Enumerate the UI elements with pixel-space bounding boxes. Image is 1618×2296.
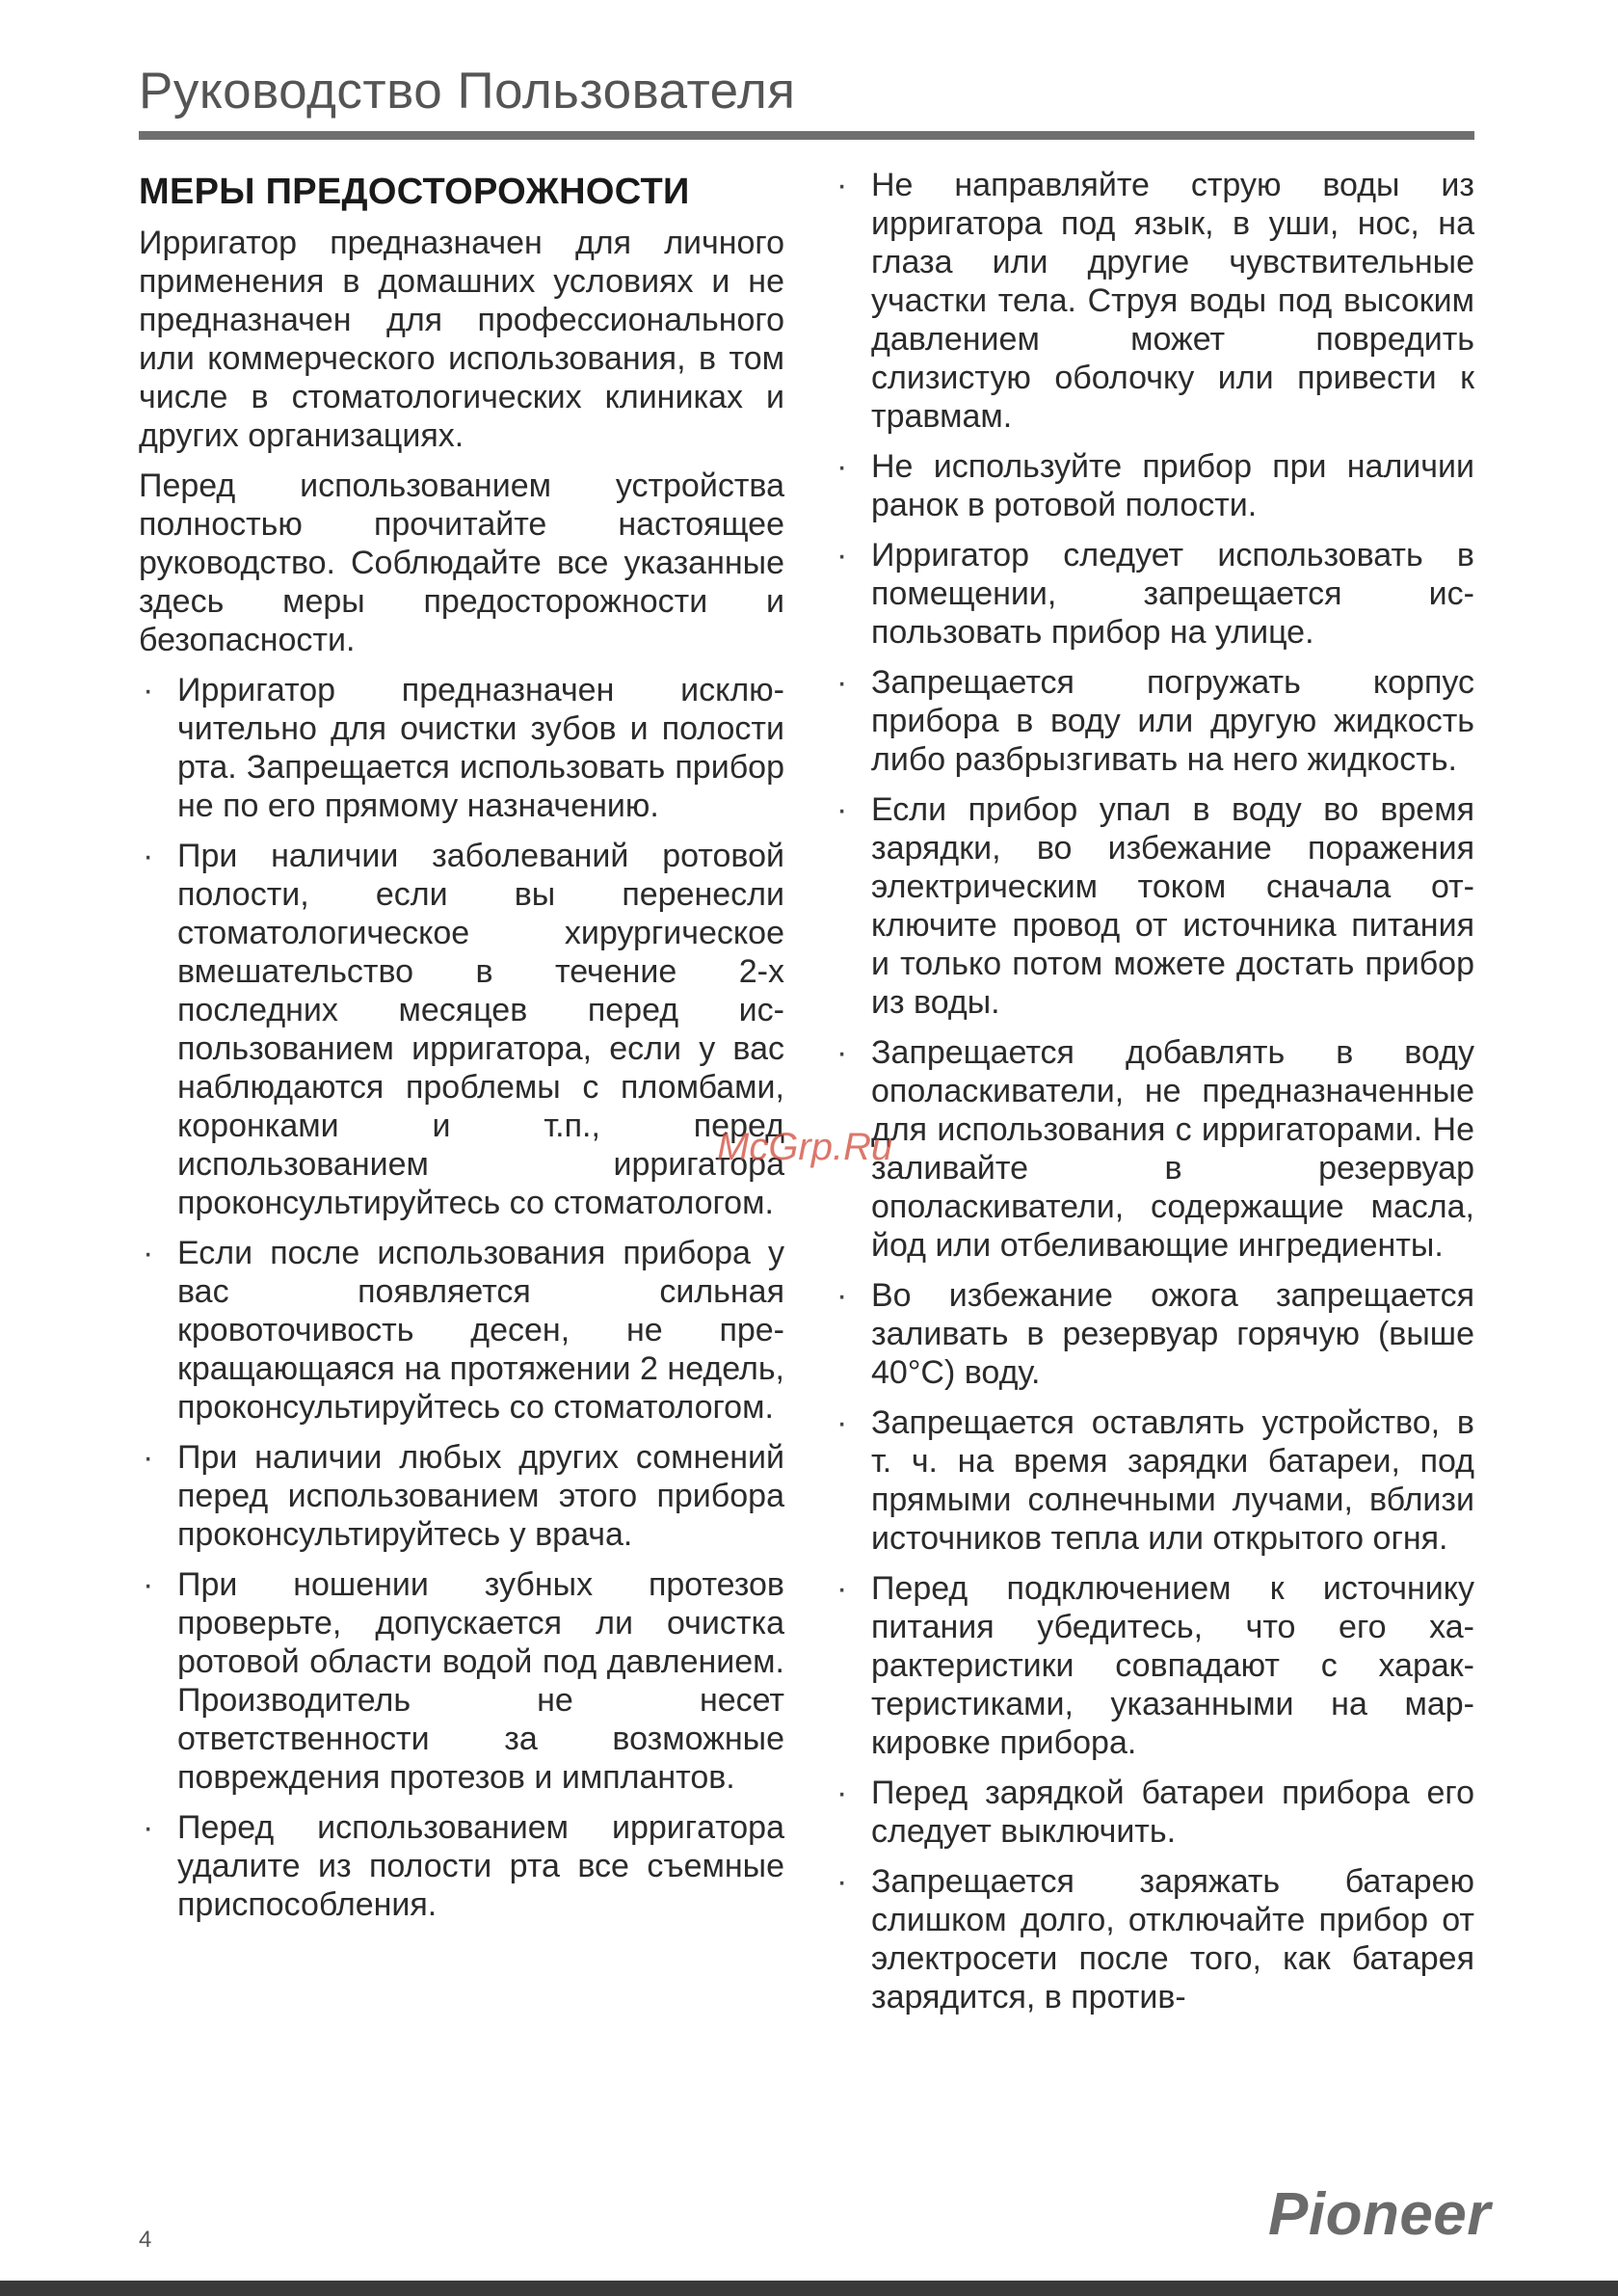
bullet-icon: · (143, 838, 154, 874)
precaution-text: Запрещается погружать корпус прибора в воду или другую жидкость либо разбрызгивать на него жидкость. (871, 664, 1474, 778)
bullet-icon: · (836, 1570, 848, 1607)
page-header-title: Руководство Пользователя (139, 63, 796, 120)
bullet-icon: · (836, 1775, 848, 1811)
precaution-item (139, 1438, 784, 1554)
precaution-text: Во избежание ожога запрещается заливать в резервуар горячую (выше 40°C) воду. (871, 1277, 1474, 1391)
right-precautions-list (833, 166, 1474, 2016)
intro-paragraph-1: Ирригатор предназначен для личного применения в домашних условиях и не предназначен для профессионального или коммерческого использования, в том числе в стоматологических клиниках и других организациях. (139, 225, 784, 454)
precaution-text: Не используйте прибор при наличии ранок в ротовой полости. (871, 448, 1474, 523)
precaution-item (833, 663, 1474, 779)
left-column (139, 166, 784, 1936)
bullet-icon: · (836, 1277, 848, 1314)
precaution-text: Ирригатор следует использовать в помещении, запрещается использовать прибор на улице. (871, 537, 1474, 651)
bullet-icon: · (836, 448, 848, 485)
precaution-text: Если прибор упал в воду во время зарядки, во избежание поражения электрическим током сначала отключите провод от источника питания и только потом можете достать прибор из воды. (871, 791, 1474, 1021)
bullet-icon: · (836, 1863, 848, 1900)
bullet-icon: · (143, 1235, 154, 1271)
precaution-text: Перед подключением к источнику питания убедитесь, что его характеристики совпадают с характеристиками, указанными на маркировке прибора. (871, 1570, 1474, 1761)
page-number: 4 (139, 2227, 152, 2253)
precaution-item (833, 1403, 1474, 1558)
precaution-text: Если после использования прибора у вас появляется сильная кровоточивость десен, не прекращающаяся на протяжении 2 недель, проконсультируйтесь со стоматологом. (177, 1235, 784, 1426)
precaution-item (833, 1774, 1474, 1851)
precaution-item (833, 1862, 1474, 2016)
precaution-text: Перед зарядкой батареи прибора его следует выключить. (871, 1775, 1474, 1850)
section-title: МЕРЫ ПРЕДОСТОРОЖНОСТИ (139, 172, 690, 212)
precaution-text: Запрещается добавлять в воду ополаскиватели, не предназначенные для использования с ирригаторами. Не заливайте в резервуар ополаскиватели, содержащие масла, йод или отбеливающие ингредиенты. (871, 1034, 1474, 1264)
bullet-icon: · (143, 672, 154, 708)
intro-paragraph-2: Перед использованием устройства полностью прочитайте настоящее руководство. Соблюдайте все указанные здесь меры предосторожности и безопасности. (139, 467, 784, 658)
precaution-item (833, 1569, 1474, 1762)
precaution-text: Запрещается оставлять устройство, в т. ч. на время зарядки батареи, под прямыми солнечными лучами, вблизи источников тепла или открытого огня. (871, 1404, 1474, 1557)
bullet-icon: · (836, 1034, 848, 1071)
precaution-item (833, 447, 1474, 524)
bullet-icon: · (836, 791, 848, 828)
bullet-icon: · (836, 1404, 848, 1441)
precaution-text: Не направляйте струю воды из ирригатора под язык, в уши, нос, на глаза или другие чувствительные участки тела. Струя воды под высоким давлением может повредить слизистую оболочку или привести к травмам. (871, 167, 1474, 435)
precaution-item (833, 536, 1474, 652)
watermark-text: McGrp.Ru (717, 1126, 893, 1168)
bullet-icon: · (143, 1809, 154, 1846)
bullet-icon: · (836, 167, 848, 203)
precaution-item (833, 166, 1474, 436)
left-precautions-list (139, 671, 784, 1924)
bullet-icon: · (143, 1439, 154, 1476)
precaution-item (139, 837, 784, 1222)
header-divider (139, 131, 1474, 140)
precaution-text: При наличии любых других сомнений перед использованием этого прибора проконсультируйтесь у врача. (177, 1439, 784, 1553)
bullet-icon: · (836, 537, 848, 574)
precaution-item (139, 1808, 784, 1924)
right-column (833, 166, 1474, 2028)
precaution-text: При наличии заболеваний ротовой полости, если вы перенесли стоматологическое хирургическое вмешательство в течение 2-х последних месяцев перед использованием ирригатора, если у вас наблюдаются проблемы с пломбами, коронками и т.п., перед использованием ирригатора проконсультируйтесь со стоматологом. (177, 838, 784, 1221)
precaution-item (833, 1033, 1474, 1265)
precaution-text: Перед использованием ирригaтора удалите из полости рта все съемные приспособления. (177, 1809, 784, 1923)
precaution-item (139, 1234, 784, 1427)
bottom-edge-strip (0, 2281, 1618, 2296)
bullet-icon: · (143, 1566, 154, 1603)
precaution-item (833, 1276, 1474, 1392)
precaution-text: Запрещается заряжать батарею слишком долго, отключайте прибор от электросети после того, как батарея зарядится, в против- (871, 1863, 1474, 2016)
pioneer-logo: Pioneer (1268, 2181, 1491, 2248)
precaution-item (139, 1565, 784, 1797)
precaution-item (833, 790, 1474, 1022)
bullet-icon: · (836, 664, 848, 701)
precaution-text: При ношении зубных протезов проверьте, допускается ли очистка ротовой области водой под давлением. Производитель не несет ответственности за возможные повреждения протезов и имплантов. (177, 1566, 784, 1796)
precaution-item (139, 671, 784, 825)
precaution-text: Ирригатор предназначен исключительно для очистки зубов и полости рта. Запрещается использовать прибор не по его прямому назначению. (177, 672, 784, 824)
